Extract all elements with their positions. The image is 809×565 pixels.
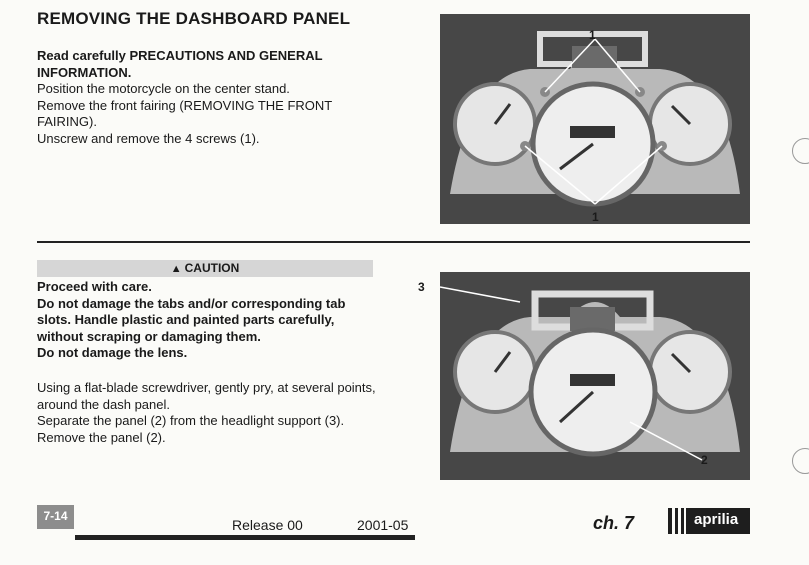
dashboard-illustration-2	[440, 272, 750, 480]
callout-2: 2	[701, 453, 708, 467]
warning-icon: ▲	[170, 263, 182, 275]
instruction-line: Remove the front fairing (REMOVING THE FRONT FAIRING).	[37, 97, 332, 129]
caution-text	[37, 279, 382, 362]
caution-line: Do not damage the tabs and/or corresponding tab slots. Handle plastic and painted parts carefully, without scraping or damaging them.	[37, 295, 346, 344]
callout-1-top: 1	[589, 28, 596, 42]
instruction-line: Position the motorcycle on the center stand.	[37, 81, 290, 96]
callout-1-bottom: 1	[592, 210, 599, 224]
dashboard-photo-2	[440, 272, 750, 480]
release-label: Release 00	[232, 517, 303, 533]
footer-rule	[75, 535, 415, 540]
caution-line: Proceed with care.	[37, 279, 152, 294]
dashboard-illustration-1	[440, 14, 750, 224]
instruction-line: Remove the panel (2).	[37, 429, 166, 445]
precautions-note: Read carefully PRECAUTIONS AND GENERAL INFORMATION.	[37, 48, 323, 80]
caution-line: Do not damage the lens.	[37, 345, 188, 360]
section-intro	[37, 48, 367, 147]
page-number: 7-14	[37, 505, 74, 529]
section-divider	[37, 241, 750, 243]
instruction-line: Separate the panel (2) from the headlight support (3).	[37, 413, 345, 428]
instruction-line: Unscrew and remove the 4 screws (1).	[37, 130, 260, 146]
callout-3: 3	[418, 280, 425, 294]
chapter-label: ch. 7	[593, 513, 635, 533]
caution-label: CAUTION	[184, 261, 240, 275]
binding-hole-mark	[792, 138, 809, 164]
page-title: REMOVING THE DASHBOARD PANEL	[37, 9, 351, 28]
caution-banner	[37, 260, 373, 277]
release-date: 2001-05	[357, 517, 409, 533]
brand-name: aprilia	[694, 511, 739, 528]
logo-stripe	[672, 508, 675, 534]
logo-stripe	[684, 508, 686, 534]
logo-stripe	[678, 508, 681, 534]
section-removal	[37, 380, 382, 446]
dashboard-photo-1	[440, 14, 750, 224]
instruction-line: Using a flat-blade screwdriver, gently pry, at several points, around the dash panel.	[37, 380, 376, 412]
binding-hole-mark	[792, 448, 809, 474]
